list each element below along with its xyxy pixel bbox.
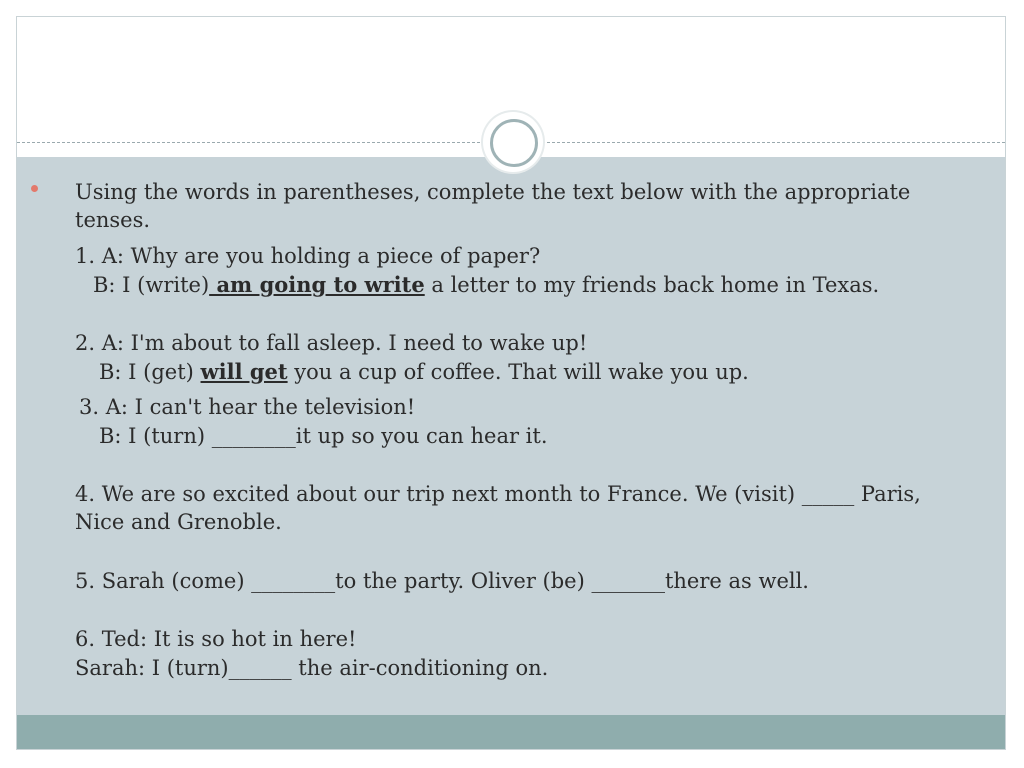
- circle-badge-icon: [483, 112, 543, 172]
- q2-line-a: 2. A: I'm about to fall asleep. I need to wake up!: [75, 331, 588, 355]
- q2-prompt: B: I (get): [99, 360, 201, 384]
- q4-line-2: Nice and Grenoble.: [75, 510, 282, 534]
- q6-line-1: 6. Ted: It is so hot in here!: [75, 627, 357, 651]
- q1-prompt: B: I (write): [93, 273, 210, 297]
- q4-line-1: 4. We are so excited about our trip next month to France. We (visit) _____ Paris,: [75, 482, 921, 506]
- q3-line-a: 3. A: I can't hear the television!: [79, 395, 416, 419]
- q5-line-1: 5. Sarah (come) ________to the party. Oliver (be) _______there as well.: [75, 569, 809, 593]
- instruction-line-2: tenses.: [75, 208, 151, 232]
- instruction-line-1: Using the words in parentheses, complete the text below with the appropriate: [75, 180, 911, 204]
- q2-answer: will get: [200, 359, 288, 384]
- q2-line-b: [99, 358, 749, 386]
- ring-icon: [490, 119, 538, 167]
- q1-line-a: 1. A: Why are you holding a piece of paper?: [75, 244, 541, 268]
- q1-line-b: [93, 271, 879, 299]
- q1-rest: a letter to my friends back home in Texas.: [424, 273, 880, 297]
- q6-line-2: Sarah: I (turn)______ the air-conditioning on.: [75, 656, 549, 680]
- footer-band: [17, 715, 1005, 750]
- q2-rest: you a cup of coffee. That will wake you up.: [287, 360, 749, 384]
- q1-answer: am going to write: [209, 272, 425, 297]
- bullet-icon: [31, 185, 38, 192]
- q3-line-b: B: I (turn) ________it up so you can hear it.: [99, 424, 548, 448]
